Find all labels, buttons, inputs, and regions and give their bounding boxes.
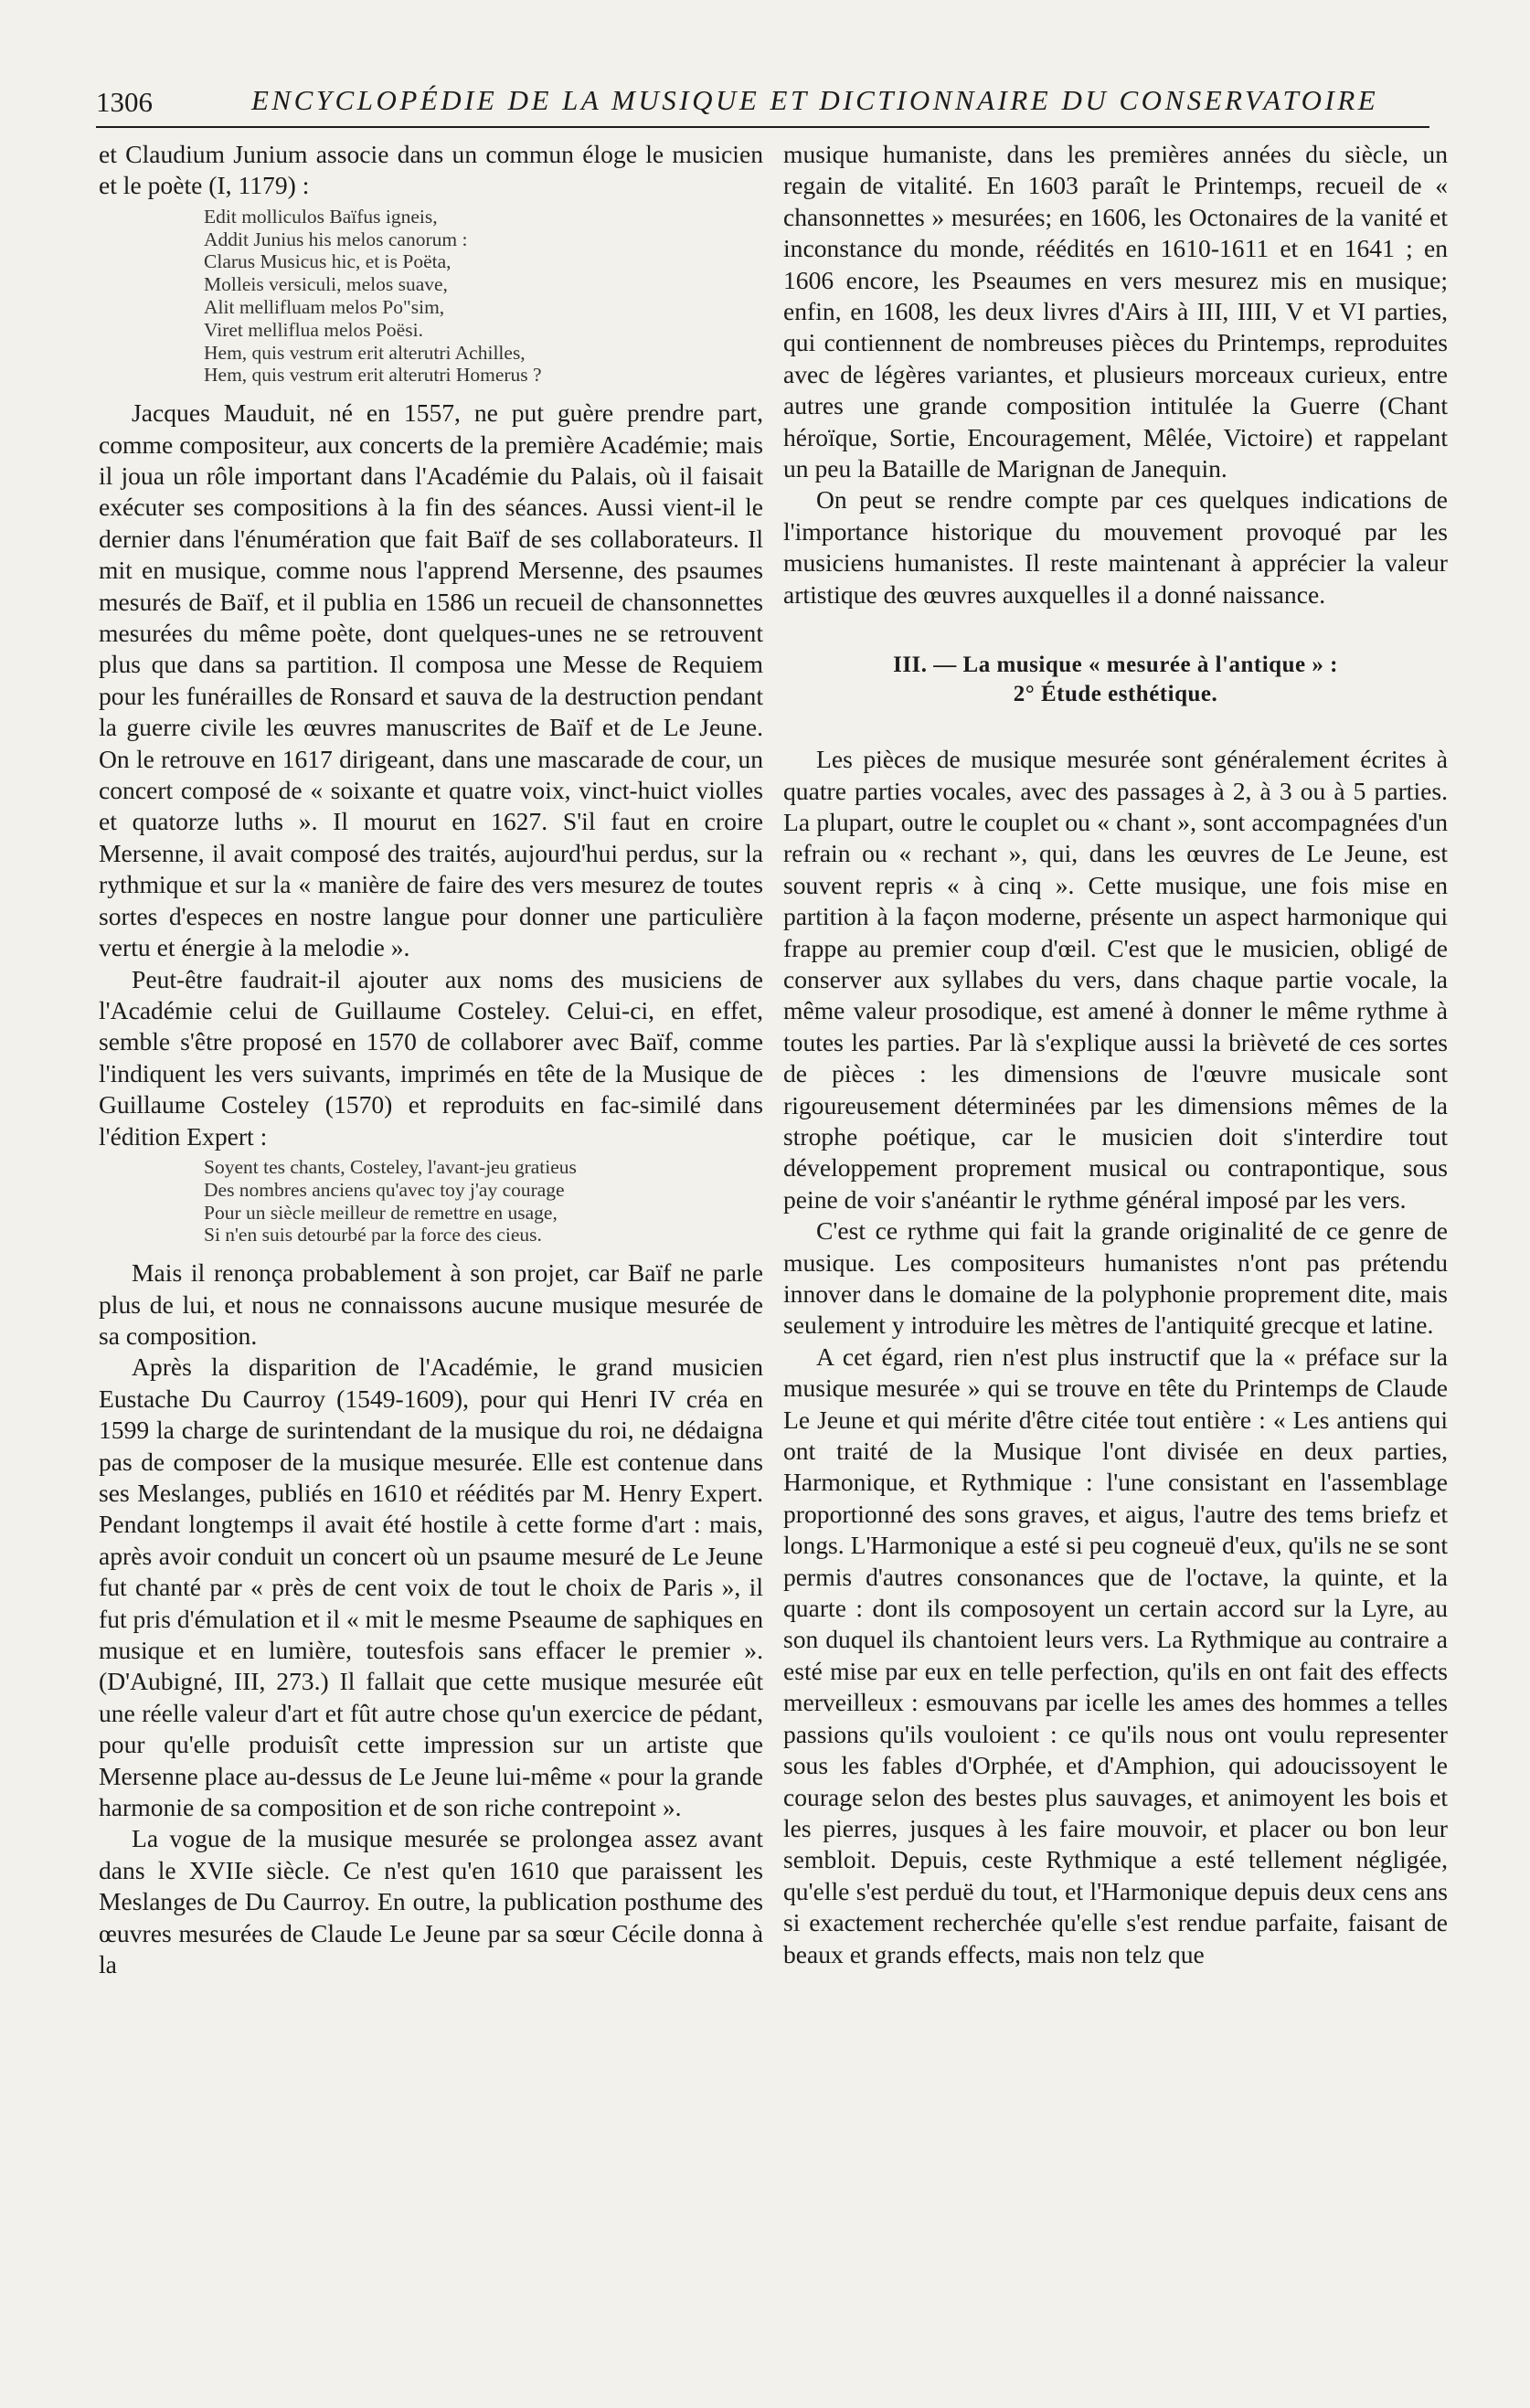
- page-header: [96, 84, 1429, 128]
- running-title: ENCYCLOPÉDIE DE LA MUSIQUE ET DICTIONNAIRE DU CONSERVATOIRE: [251, 84, 1379, 116]
- paragraph: et Claudium Junium associe dans un commun éloge le musicien et le poète (I, 1179) :: [99, 140, 763, 200]
- left-column: [99, 139, 763, 1980]
- section-heading-subline: 2° Étude esthétique.: [1013, 682, 1218, 707]
- latin-verse-block: [204, 206, 763, 387]
- paragraph: Jacques Mauduit, né en 1557, ne put guère prendre part, comme compositeur, aux concerts de la première Académie; mais il joua un rôle important dans l'Académie du Palais, où il faisait exécuter ses compositions à la fin des séances. Aussi vient-il le dernier dans l'énumération que fait Baïf de ses collaborateurs. Il mit en musique, comme nous l'apprend Mersenne, des psaumes mesurés de Baïf, et il publia en 1586 un recueil de chansonnettes mesurées du même poète, dont quelques-unes ne se retrouvent plus que dans sa partition. Il composa une Messe de Requiem pour les funérailles de Ronsard et sauva de la destruction pendant la guerre civile les œuvres manuscrites de Baïf et de Le Jeune. On le retrouve en 1617 dirigeant, dans une mascarade de cour, un concert composé de « soixante et quatre voix, vinct-huict violles et quatorze luths ». Il mourut en 1627. S'il faut en croire Mersenne, il avait composé des traités, aujourd'hui perdus, sur la rythmique et sur la « manière de faire des vers mesurez de toutes sortes d'especes en nostre langue pour donner une particulière vertu et énergie à la melodie ».: [99, 398, 763, 962]
- verse-line: Soyent tes chants, Costeley, l'avant-jeu gratieus: [204, 1155, 577, 1178]
- paragraph: La vogue de la musique mesurée se prolongea assez avant dans le XVIIe siècle. Ce n'est qu'en 1610 que paraissent les Meslanges de Du Caurroy. En outre, la publication posthume des œuvres mesurées de Claude Le Jeune par sa sœur Cécile donna à la: [99, 1824, 763, 1979]
- verse-line: Si n'en suis detourbé par la force des cieus.: [204, 1224, 542, 1246]
- paragraph: On peut se rendre compte par ces quelques indications de l'importance historique du mouvement provoqué par les musiciens humanistes. Il reste maintenant à apprécier la valeur artistique des œuvres auxquelles il a donné naissance.: [783, 485, 1448, 609]
- verse-line: Hem, quis vestrum erit alterutri Homerus ?: [204, 364, 542, 387]
- verse-line: Clarus Musicus hic, et is Poëta,: [204, 250, 452, 273]
- verse-line: Viret melliflua melos Poësi.: [204, 318, 423, 341]
- right-column: [783, 139, 1448, 1970]
- verse-line: Hem, quis vestrum erit alterutri Achilles,: [204, 341, 526, 364]
- verse-line: Edit molliculos Baïfus igneis,: [204, 205, 438, 228]
- verse-line: Molleis versiculi, melos suave,: [204, 273, 448, 296]
- verse-line: Des nombres anciens qu'avec toy j'ay courage: [204, 1178, 565, 1201]
- paragraph: Après la disparition de l'Académie, le grand musicien Eustache Du Caurroy (1549-1609), pour qui Henri IV créa en 1599 la charge de surintendant de la musique du roi, ne dédaigna pas de composer de la musique mesurée. Elle est contenue dans ses Meslanges, publiés en 1610 et réédités par M. Henry Expert. Pendant longtemps il avait été hostile à cette forme d'art : mais, après avoir conduit un concert où un psaume mesuré de Le Jeune fut chanté par « près de cent voix de tout le choix de Paris », il fut pris d'émulation et il « mit le mesme Pseaume de saphiques en musique et en lumière, toutesfois sans effacer le premier ». (D'Aubigné, III, 273.) Il fallait que cette musique mesurée eût une réelle valeur d'art et fût autre chose qu'un exercice de pédant, pour qu'elle produisît cette impression sur un artiste que Mersenne place au-dessus de Le Jeune lui-même « pour la grande harmonie de sa composition et de son riche contrepoint ».: [99, 1353, 763, 1822]
- paragraph: Peut-être faudrait-il ajouter aux noms des musiciens de l'Académie celui de Guillaume Costeley. Celui-ci, en effet, semble s'être proposé en 1570 de collaborer avec Baïf, comme l'indiquent les vers suivants, imprimés en tête de la Musique de Guillaume Costeley (1570) et reproduits en fac-similé dans l'édition Expert :: [99, 964, 763, 1151]
- verse-line: Pour un siècle meilleur de remettre en usage,: [204, 1201, 558, 1224]
- section-heading-line: III. — La musique « mesurée à l'antique » :: [893, 652, 1338, 678]
- paragraph: Les pièces de musique mesurée sont généralement écrites à quatre parties vocales, avec des passages à 2, à 3 ou à 5 parties. La plupart, outre le couplet ou « chant », sont accompagnées d'un refrain ou « rechant », qui, dans les œuvres de Le Jeune, est souvent repris « à cinq ». Cette musique, une fois mise en partition à la façon moderne, présente un aspect harmonique qui frappe au premier coup d'œil. C'est que le musicien, obligé de conserver aux syllabes du vers, dans chaque partie vocale, la même valeur prosodique, est amené à donner le même rythme à toutes les parties. Par là s'explique aussi la brièveté de ces sortes de pièces : les dimensions de l'œuvre musicale sont rigoureusement déterminées par les dimensions mêmes de la strophe poétique, car le musicien doit s'interdire tout développement proprement musical ou contrapontique, sous peine de voir s'anéantir le rythme général imposé par les vers.: [783, 745, 1448, 1214]
- verse-line: Addit Junius his melos canorum :: [204, 228, 468, 250]
- paragraph: musique humaniste, dans les premières années du siècle, un regain de vitalité. En 1603 paraît le Printemps, recueil de « chansonnettes » mesurées; en 1606, les Octonaires de la vanité et inconstance du monde, réédités en 1610-1611 et en 1641 ; en 1606 encore, les Pseaumes en vers mesurez mis en musique; enfin, en 1608, les deux livres d'Airs à III, IIII, V et VI parties, qui contiennent de nombreuses pièces du Printemps, reproduites avec de légères variantes, et plusieurs morceaux curieux, entre autres une grande composition intitulée la Guerre (Chant héroïque, Sortie, Encouragement, Mêlée, Victoire) et rappelant un peu la Bataille de Marignan de Janequin.: [783, 140, 1448, 483]
- paragraph: Mais il renonça probablement à son projet, car Baïf ne parle plus de lui, et nous ne connaissons aucune musique mesurée de sa composition.: [99, 1258, 763, 1350]
- verse-line: Alit mellifluam melos Po"sim,: [204, 296, 445, 318]
- section-heading: [783, 651, 1448, 709]
- page-number: 1306: [96, 86, 153, 118]
- paragraph: A cet égard, rien n'est plus instructif que la « préface sur la musique mesurée » qui se trouve en tête du Printemps de Claude Le Jeune et qui mérite d'être citée tout entière : « Les antiens qui ont traité de la Musique l'ont divisée en deux parties, Harmonique, et Rythmique : l'une consistant en l'assemblage proportionné des sons graves, et aigus, l'autre des tems briefz et longs. L'Harmonique a esté si peu cogneuë d'eux, qu'ils ne se sont permis d'autres consonances que de l'octave, la quinte, et la quarte : dont ils composoyent un certain accord sur la Lyre, au son duquel ils chantoient leurs vers. La Rythmique au contraire a esté mise par eux en telle perfection, qu'ils en ont fait des effects merveilleux : esmouvans par icelle les ames des hommes a telles passions qu'ils vouloient : ce qu'ils nous ont voulu representer sous les fables d'Orphée, et d'Amphion, qui adoucissoyent le courage selon des bestes plus sauvages, et animoyent les bois et les pierres, jusques à les faire mouvoir, et placer ou bon leur sembloit. Depuis, ceste Rythmique a esté tellement négligée, qu'elle s'est perduë du tout, et l'Harmonique depuis deux cens ans si exactement recherchée qu'elle s'est rendue parfaite, faisant de beaux et grands effects, mais non telz que: [783, 1342, 1448, 1968]
- paragraph: C'est ce rythme qui fait la grande originalité de ce genre de musique. Les compositeurs humanistes n'ont pas prétendu innover dans le domaine de la polyphonie proprement dite, mais seulement y introduire les mètres de l'antiquité grecque et latine.: [783, 1216, 1448, 1340]
- french-verse-block: [204, 1156, 763, 1246]
